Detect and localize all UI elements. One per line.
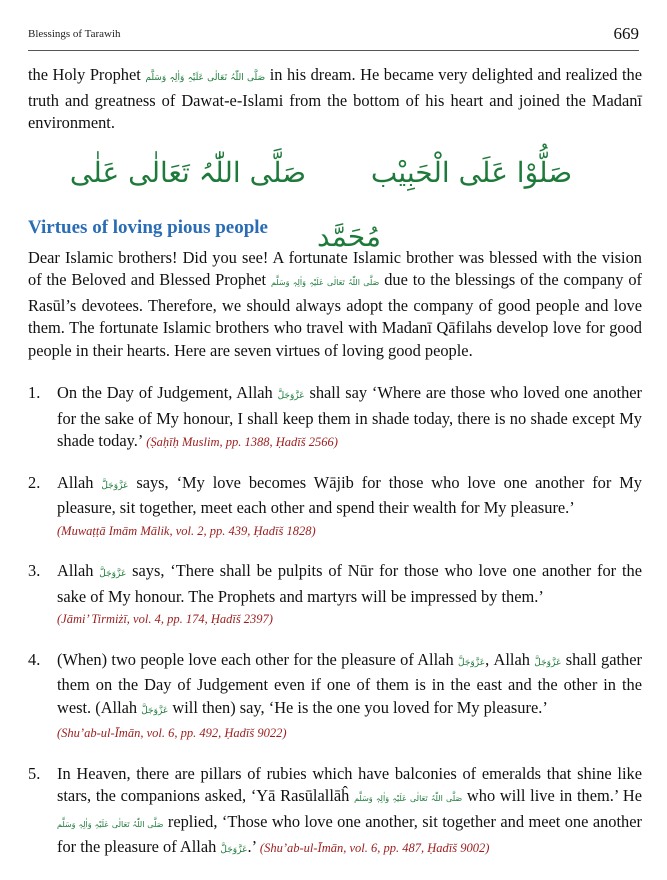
prophet-honorific: صَلَّی اللّٰہُ تَعَالٰی عَلَیْہِ وَاٰلِہٖ وَسَلَّم — [270, 278, 380, 287]
item-text: replied, ‘Those who love one another, sit together and meet one another for the pleasure of Allah — [57, 811, 642, 856]
item-text: In Heaven, there are pillars of rubies which have balconies of emeralds that shine like stars, the companions asked, ‘Yā Rasūlallāĥ — [57, 763, 642, 805]
virtues-list — [28, 382, 642, 862]
intro-text-2: in his dream. He became very delighted and realized the truth and greatness of Dawat-e-Islami from the bottom of his heart and joined the Madanī environment. — [28, 65, 642, 132]
item-text: (When) two people love each other for the pleasure of Allah — [57, 649, 454, 669]
item-text: , Allah — [485, 649, 530, 669]
page-number: 669 — [613, 24, 639, 43]
salawat-right: صَلَّی اللّٰہُ تَعَالٰی عَلٰی مُحَمَّد — [69, 155, 381, 253]
running-title: Blessings of Tarawih — [28, 28, 121, 40]
section-text-2: due to the blessings of the company of Rasūl’s devotees. Therefore, we should always adopt the company of good people and love them. The fortunate Islamic brothers who travel with Madanī Qāfilahs develop love for good people in their hearts. Here are seven virtues of loving good people. — [28, 270, 642, 360]
allah-honorific: عَزَّوَجَلَّ — [99, 569, 127, 579]
prophet-honorific: صَلَّی اللّٰہُ تَعَالٰی عَلَیْہِ وَاٰلِہٖ وَسَلَّم — [57, 819, 164, 829]
allah-honorific: عَزَّوَجَلَّ — [101, 480, 129, 491]
item-text: Allah — [57, 472, 94, 492]
allah-honorific: عَزَّوَجَلَّ — [534, 657, 562, 668]
allah-honorific: عَزَّوَجَلَّ — [277, 391, 305, 401]
section-paragraph — [28, 247, 642, 363]
item-text: On the Day of Judgement, Allah — [57, 383, 273, 402]
item-number: 4. — [28, 649, 41, 669]
prophet-honorific: صَلَّی اللّٰہُ تَعَالٰی عَلَیْہِ وَاٰلِہٖ وَسَلَّم — [354, 794, 463, 803]
item-text: Allah — [57, 561, 94, 580]
item-text: who will live in them.’ He — [466, 786, 642, 805]
allah-honorific: عَزَّوَجَلَّ — [220, 845, 248, 855]
page-content — [28, 64, 642, 880]
list-item — [28, 560, 642, 631]
item-number: 2. — [28, 472, 41, 492]
section-text-1: Dear Islamic brothers! Did you see! A fortunate Islamic brother was blessed with the vision of the Beloved and Blessed Prophet — [28, 247, 642, 289]
section-heading: Virtues of loving pious people — [28, 216, 268, 238]
item-number: 5. — [28, 763, 41, 783]
hadith-reference: (Shu’ab-ul-Īmān, vol. 6, pp. 487, Ḥadīš 9002) — [259, 841, 490, 855]
allah-honorific: عَزَّوَجَلَّ — [458, 657, 486, 668]
item-number: 3. — [28, 561, 41, 580]
item-text: .’ — [247, 837, 257, 856]
list-item — [28, 382, 642, 454]
intro-text-1: the Holy Prophet — [28, 65, 141, 84]
list-item — [28, 649, 642, 745]
item-text: will then) say, ‘He is the one you loved for My pleasure.’ — [172, 697, 548, 717]
intro-paragraph — [28, 64, 642, 135]
list-item — [28, 763, 642, 862]
hadith-reference: (Jāmi’ Tirmiżī, vol. 4, pp. 174, Ḥadīš 2397) — [57, 612, 273, 626]
prophet-honorific: صَلَّی اللّٰہُ تَعَالٰی عَلَیْہِ وَاٰلِہٖ وَسَلَّم — [145, 73, 266, 83]
item-text: says, ‘My love becomes Wājib for those who love one another for My pleasure, sit together, meet each other and spend their wealth for My pleasure.’ — [57, 472, 642, 517]
allah-honorific: عَزَّوَجَلَّ — [141, 705, 169, 716]
hadith-reference: (Ṣaḥīḥ Muslim, pp. 1388, Ḥadīš 2566) — [146, 435, 338, 449]
hadith-reference: (Muwaṭṭā Imām Mālik, vol. 2, pp. 439, Ḥadīš 1828) — [57, 523, 316, 538]
item-text: shall say ‘Where are those who loved one another for the sake of My honour, I shall keep them in shade today, there is no shade except My shade today.’ — [57, 383, 642, 450]
page-header — [28, 24, 639, 51]
salawat-left: صَلُّوْا عَلَی الْحَبِیْب — [370, 155, 573, 189]
hadith-reference: (Shu’ab-ul-Īmān, vol. 6, pp. 492, Ḥadīš 9022) — [57, 726, 287, 740]
item-text: says, ‘There shall be pulpits of Nūr for those who love one another for the sake of My honour. The Prophets and martyrs will be impressed by them.’ — [57, 561, 642, 606]
list-item — [28, 472, 642, 543]
item-number: 1. — [28, 383, 41, 402]
item-text: shall gather them on the Day of Judgement even if one of them is in the east and the other in the west. (Allah — [57, 649, 642, 717]
